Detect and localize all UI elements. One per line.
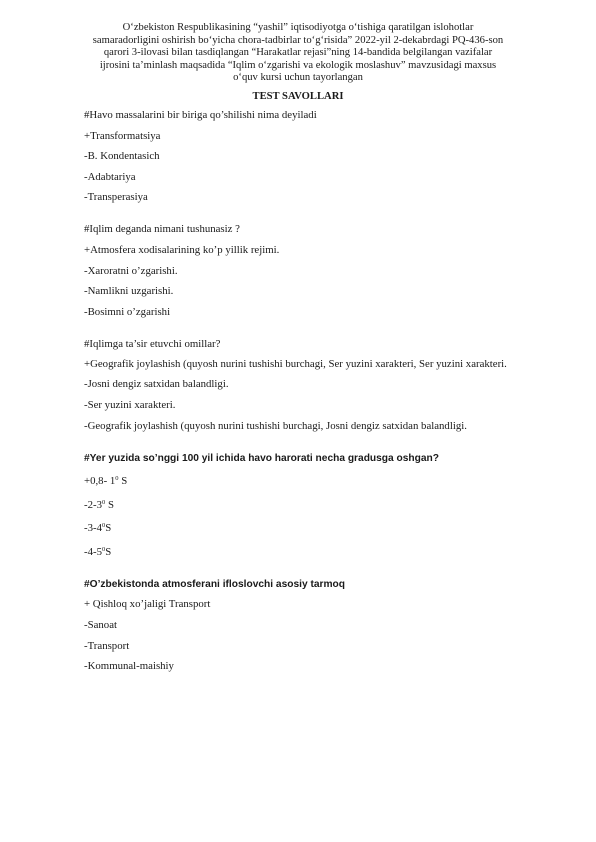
answer-value: +0,8- 1 xyxy=(84,475,116,488)
answer-value: -2-3 xyxy=(84,498,102,511)
answer-option: + Qishloq xo’jaligi Transport xyxy=(84,598,211,611)
answer-option: -Transport xyxy=(84,639,130,652)
question-block-1 xyxy=(84,109,512,204)
answer-option: -Xaroratni o’zgarishi. xyxy=(84,264,178,277)
question-text: #Yer yuzida so’nggi 100 yil ichida havo harorati necha gradusga oshgan? xyxy=(84,452,439,464)
degree-sign: 0 xyxy=(102,498,106,506)
header-line: O‘zbekiston Respublikasining “yashil” iqtisodiyotga o‘tishiga qaratilgan islohotlar xyxy=(122,22,474,33)
answer-value: -3-4 xyxy=(84,522,102,535)
question-text: #Iqlimga ta’sir etuvchi omillar? xyxy=(84,337,221,350)
answer-unit: S xyxy=(105,498,114,511)
question-text: #O’zbekistonda atmosferani ifloslovchi asosiy tarmoq xyxy=(84,578,345,590)
question-block-2 xyxy=(84,223,512,318)
answer-option: -Geografik joylashish (quyosh nurini tushishi burchagi, Josni dengiz satxidan balandligi. xyxy=(84,419,467,432)
question-text: #Havo massalarini bir biriga qo’shilishi nima deyiladi xyxy=(84,108,317,121)
answer-unit: S xyxy=(118,475,128,488)
question-block-4 xyxy=(84,452,512,559)
document-header xyxy=(84,22,512,85)
answer-option: +Geografik joylashish (quyosh nurini tushishi burchagi, Ser yuzini xarakteri, Ser yuzini xarakteri. xyxy=(84,358,507,371)
question-block-3 xyxy=(84,338,512,433)
answer-option: -Josni dengiz satxidan balandligi. xyxy=(84,378,229,391)
answer-option: +Atmosfera xodisalarining ko’p yillik rejimi. xyxy=(84,243,280,256)
degree-sign: 0 xyxy=(102,522,106,530)
degree-sign: 0 xyxy=(102,545,106,553)
header-line: o‘quv kursi uchun tayorlangan xyxy=(233,72,363,84)
header-line: samaradorligini oshirish bo‘yicha chora-tadbirlar to‘g‘risida” 2022-yil 2-dekabrdagi PQ-436-son xyxy=(92,34,504,46)
answer-unit: S xyxy=(105,522,112,535)
document-page xyxy=(84,22,512,692)
answer-unit: S xyxy=(105,545,112,558)
answer-option xyxy=(84,519,512,535)
answer-option: -Bosimni o’zgarishi xyxy=(84,305,171,318)
answer-option xyxy=(84,472,512,488)
answer-value: -4-5 xyxy=(84,545,102,558)
answer-option: -Transperasiya xyxy=(84,191,148,204)
answer-option: +Transformatsiya xyxy=(84,129,161,142)
document-subtitle: TEST SAVOLLARI xyxy=(252,90,344,102)
answer-option xyxy=(84,496,512,512)
degree-sign: 0 xyxy=(115,475,119,483)
answer-option: -Ser yuzini xarakteri. xyxy=(84,398,176,411)
answer-option: -Kommunal-maishiy xyxy=(84,660,174,673)
answer-option: -Adabtariya xyxy=(84,170,136,183)
header-line: qarori 3-ilovasi bilan tasdiqlangan “Harakatlar rejasi”ning 14-bandida belgilangan vazifalar xyxy=(103,47,493,59)
question-text: #Iqlim deganda nimani tushunasiz ? xyxy=(84,223,240,236)
answer-option xyxy=(84,543,512,559)
question-block-5 xyxy=(84,578,512,673)
answer-option: -B. Kondentasich xyxy=(84,150,160,163)
answer-option: -Sanoat xyxy=(84,619,117,632)
header-line: ijrosini ta’minlash maqsadida “Iqlim o‘zgarishi va ekologik moslashuv” mavzusidagi maxsus xyxy=(99,59,497,71)
answer-option: -Namlikni uzgarishi. xyxy=(84,285,174,298)
